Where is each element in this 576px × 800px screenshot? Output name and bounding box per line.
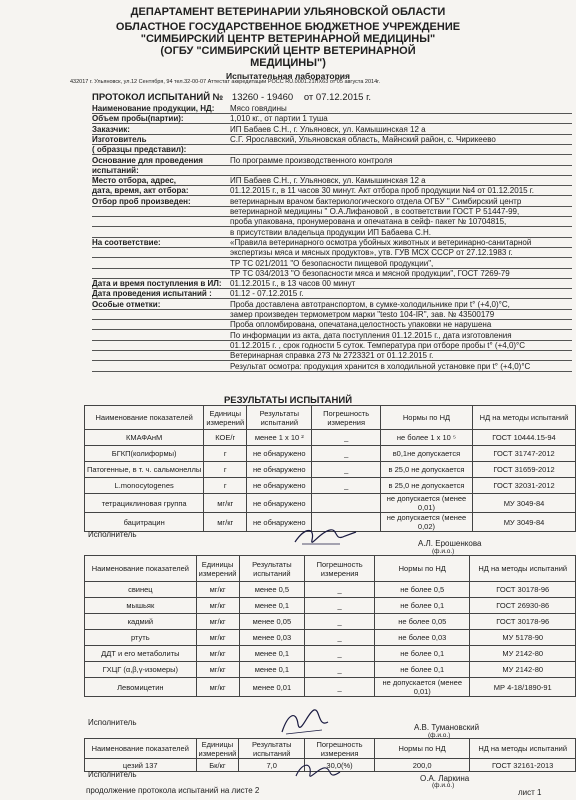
table-cell: мг/кг	[196, 582, 239, 598]
table-cell: _	[305, 678, 375, 697]
field-value: 01.12.2015 г., в 13 часов 00 минут	[230, 279, 356, 289]
field-value: ИП Бабаев С.Н., г. Ульяновск, ул. Камышинская 12 а	[230, 124, 426, 134]
table-cell: менее 0,01	[239, 678, 305, 697]
table-cell: менее 0,1	[239, 598, 305, 614]
col-error: Погрешность измерения	[312, 406, 380, 430]
table-cell: _	[305, 662, 375, 678]
table-cell: менее 0,03	[239, 630, 305, 646]
table-cell: не обнаружено	[247, 462, 312, 478]
field-label: На соответствие:	[92, 237, 161, 247]
executor-label-2: Исполнитель	[88, 718, 137, 727]
col-norm: Нормы по НД	[380, 406, 472, 430]
field-label: Заказчик:	[92, 124, 130, 134]
field-value: 01.12.2015 г., в 11 часов 30 минут. Акт отбора проб продукции №4 от 01.12.2015 г.	[230, 186, 534, 196]
table-cell: МУ 3049-84	[473, 513, 576, 532]
table-cell: менее 0,5	[239, 582, 305, 598]
table-cell: МУ 2142-80	[470, 662, 576, 678]
field-value: ветеринарным врачом бактериологического отдела ОГБУ " Симбирский центр	[230, 196, 522, 206]
table-cell: не допускается (менее 0,02)	[380, 513, 472, 532]
field-value: ИП Бабаев С.Н., г. Ульяновск, ул. Камышинская 12 а	[230, 176, 426, 186]
field-underline	[92, 371, 572, 372]
table-cell: мг/кг	[196, 662, 239, 678]
table-cell: ГОСТ 30178-96	[470, 582, 576, 598]
results-table-micro	[84, 405, 576, 532]
col-method: НД на методы испытаний	[470, 556, 576, 582]
field-label: Дата проведения испытаний :	[92, 289, 212, 299]
table-cell: бацитрацин	[85, 513, 204, 532]
table-cell: КМАФАнМ	[85, 430, 204, 446]
col-result: Результаты испытаний	[239, 556, 305, 582]
table-row	[85, 494, 576, 513]
table-cell: МУ 2142-80	[470, 646, 576, 662]
table-cell: мг/кг	[204, 494, 247, 513]
table-cell: ртуть	[85, 630, 197, 646]
table-cell: не допускается (менее 0,01)	[380, 494, 472, 513]
table-cell: ГОСТ 31747-2012	[473, 446, 576, 462]
table-cell: МР 4-18/1890-91	[470, 678, 576, 697]
col-result: Результаты испытаний	[247, 406, 312, 430]
table-cell: Патогенные, в т. ч. сальмонеллы	[85, 462, 204, 478]
protocol-heading	[92, 92, 371, 103]
table-cell: ГХЦГ (α,β,γ-изомеры)	[85, 662, 197, 678]
table-cell: не обнаружено	[247, 494, 312, 513]
field-value: проба упакована, пронумерована и опечатана в сейф- пакет № 10704815,	[230, 217, 507, 227]
table-cell: ГОСТ 10444.15-94	[473, 430, 576, 446]
table-cell: г	[204, 446, 247, 462]
institution-name: "СИМБИРСКИЙ ЦЕНТР ВЕТЕРИНАРНОЙ МЕДИЦИНЫ"	[140, 33, 436, 45]
executor-label-3: Исполнитель	[88, 770, 137, 779]
field-label: Место отбора, адрес,	[92, 176, 177, 186]
table-cell: _	[305, 630, 375, 646]
executor-signature-3	[292, 758, 348, 784]
institution-abbr: (ОГБУ "СИМБИРСКИЙ ЦЕНТР ВЕТЕРИНАРНОЙ	[160, 45, 416, 57]
institution-abbr-end: МЕДИЦИНЫ")	[250, 57, 326, 69]
table-cell: _	[305, 646, 375, 662]
col-norm: Нормы по НД	[375, 556, 470, 582]
col-name: Наименование показателей	[85, 406, 204, 430]
table-row	[85, 646, 576, 662]
field-label: дата, время, акт отбора:	[92, 186, 189, 196]
field-label: Наименование продукции, НД:	[92, 104, 215, 113]
field-label: Изготовитель	[92, 134, 147, 144]
table-cell: менее 0,05	[239, 614, 305, 630]
col-method: НД на методы испытаний	[470, 739, 576, 759]
lab-address: 432017 г. Ульяновск, ул.12 Сентября, 94 тел.32-00-07 Аттестат аккредитации РОСС RU.0001.21ПХ63 от 05 августа 2014г.	[70, 79, 381, 85]
table-cell: 7,0	[239, 759, 305, 772]
table-row	[85, 446, 576, 462]
field-value: Проба доставлена автотранспортом, в сумке-холодильнике при t° (+4,0)°С,	[230, 299, 510, 309]
table-cell: менее 0,1	[239, 662, 305, 678]
executor-fio-1: (ф.и.о.)	[432, 548, 455, 555]
table-cell: КОЕ/г	[204, 430, 247, 446]
field-value: Проба опломбирована, опечатана,целостность упаковки не нарушена	[230, 320, 492, 330]
table-cell: в0,1не допускается	[380, 446, 472, 462]
table-cell: _	[305, 598, 375, 614]
table-cell: г	[204, 462, 247, 478]
table-cell: не более 0,1	[375, 662, 470, 678]
table-cell: _	[305, 614, 375, 630]
field-value: Результат осмотра: продукция хранится в холодильной установке при t° (+4,0)°С	[230, 361, 531, 371]
field-value: Мясо говядины	[230, 104, 287, 113]
table-cell: не обнаружено	[247, 446, 312, 462]
col-name: Наименование показателей	[85, 739, 197, 759]
table-cell: _	[312, 430, 380, 446]
table-cell: _	[312, 446, 380, 462]
table-row	[85, 478, 576, 494]
field-underline	[92, 165, 572, 166]
col-units: Единицы измерений	[204, 406, 247, 430]
table-cell: не более 0,1	[375, 598, 470, 614]
table-cell: МУ 5178-90	[470, 630, 576, 646]
field-value: в присутствии владельца продукции ИП Бабаева С.Н.	[230, 227, 432, 237]
table-row	[85, 462, 576, 478]
field-value: замер произведен термометром марки "testo 104-IR", зав. № 43500179	[230, 310, 495, 319]
table-cell: свинец	[85, 582, 197, 598]
executor-name-2: А.В. Тумановский	[414, 723, 480, 732]
table-cell: не более 0,03	[375, 630, 470, 646]
table-cell: не допускается (менее 0,01)	[375, 678, 470, 697]
field-label: Дата и время поступления в ИЛ:	[92, 279, 222, 289]
field-value: Ветеринарная справка 273 № 2723321 от 01.12.2015 г.	[230, 351, 434, 361]
table-row	[85, 678, 576, 697]
table-cell: менее 1 х 10 ²	[247, 430, 312, 446]
field-label: Отбор проб произведен:	[92, 196, 191, 206]
table-cell: L.monocytogenes	[85, 478, 204, 494]
col-error: Погрешность измерения	[305, 556, 375, 582]
results-table-chem	[84, 555, 576, 697]
table-cell: _	[312, 462, 380, 478]
table-cell: мг/кг	[196, 678, 239, 697]
department-title: ДЕПАРТАМЕНТ ВЕТЕРИНАРИИ УЛЬЯНОВСКОЙ ОБЛАСТИ	[130, 6, 446, 18]
table-header-row	[85, 556, 576, 582]
field-value: ТР ТС 034/2013 "О безопасности мяса и мясной продукции", ГОСТ 7269-79	[230, 268, 510, 278]
executor-label-1: Исполнитель	[88, 530, 137, 539]
table-cell: МУ 3049-84	[473, 494, 576, 513]
field-value: С.Г. Ярославский, Ульяновская область, Майнский район, с. Чирикеево	[230, 134, 496, 144]
table-cell: мг/кг	[196, 646, 239, 662]
col-error: Погрешность измерения	[305, 739, 375, 759]
col-norm: Нормы по НД	[374, 739, 469, 759]
table-row	[85, 582, 576, 598]
table-header-row	[85, 406, 576, 430]
table-row	[85, 598, 576, 614]
protocol-number: 13260 - 19460	[231, 92, 294, 103]
table-cell: ГОСТ 32031-2012	[473, 478, 576, 494]
table-cell: цезий 137	[85, 759, 197, 772]
col-units: Единицы измерений	[196, 556, 239, 582]
sheet-number: лист 1	[518, 788, 542, 797]
table-row	[85, 630, 576, 646]
table-row	[85, 662, 576, 678]
table-cell: менее 0,1	[239, 646, 305, 662]
executor-signature-1	[290, 522, 360, 550]
table-cell: не более 0,05	[375, 614, 470, 630]
table-cell: мышьяк	[85, 598, 197, 614]
field-value: По информации из акта, дата поступления 01.12.2015 г., дата изготовления	[230, 330, 512, 340]
field-value: 01.12 - 07.12.2015 г.	[230, 289, 304, 299]
field-label: испытаний:	[92, 165, 139, 175]
field-label: ( образцы представил):	[92, 145, 187, 155]
col-method: НД на методы испытаний	[473, 406, 576, 430]
lab-title: Испытательная лаборатория	[226, 71, 350, 81]
table-cell: тетрациклиновая группа	[85, 494, 204, 513]
table-cell: кадмий	[85, 614, 197, 630]
table-cell: Левомицетин	[85, 678, 197, 697]
table-cell: Бк/кг	[196, 759, 239, 772]
field-value: ветеринарной медицины " О.А.Лифановой , в соответствии ГОСТ Р 51447-99,	[230, 207, 520, 216]
table-cell: 200,0	[374, 759, 469, 772]
protocol-title: ПРОТОКОЛ ИСПЫТАНИЙ №	[92, 92, 224, 103]
table-cell: в 25,0 не допускается	[380, 478, 472, 494]
executor-name-1: А.Л. Ерошенкова	[418, 539, 482, 548]
field-label: Особые отметки:	[92, 299, 161, 309]
continuation-note: продолжение протокола испытаний на листе 2	[86, 786, 260, 795]
table-cell: мг/кг	[196, 598, 239, 614]
field-value: ТР ТС 021/2011 "О безопасности пищевой продукции",	[230, 258, 434, 268]
field-value: 01.12.2015 г. , срок годности 5 суток. Температура при отборе пробы t° (+4,0)°С	[230, 340, 526, 350]
table-cell: мг/кг	[196, 614, 239, 630]
institution-title: ОБЛАСТНОЕ ГОСУДАРСТВЕННОЕ БЮДЖЕТНОЕ УЧРЕЖДЕНИЕ	[115, 21, 461, 33]
table-cell: _	[312, 478, 380, 494]
table-row	[85, 430, 576, 446]
table-cell: не более 0,5	[375, 582, 470, 598]
executor-fio-3: (ф.и.о.)	[432, 782, 455, 789]
executor-name-3: О.А. Ларкина	[420, 774, 470, 783]
field-value: «Правила ветеринарного осмотра убойных животных и ветеринарно-санитарной	[230, 237, 532, 247]
table-cell: г	[204, 478, 247, 494]
table-cell: _	[305, 582, 375, 598]
table-header-row	[85, 739, 576, 759]
table-cell: не обнаружено	[247, 478, 312, 494]
table-cell: в 25,0 не допускается	[380, 462, 472, 478]
table-cell: не более 1 х 10 ⁵	[380, 430, 472, 446]
field-value: экспертизы мяса и мясных продуктов», утв. ГУВ МСХ СССР от 27.12.1983 г.	[230, 248, 513, 258]
col-units: Единицы измерений	[196, 739, 239, 759]
table-cell: ГОСТ 26930-86	[470, 598, 576, 614]
executor-signature-2	[278, 706, 338, 738]
field-label: Объем пробы(партии):	[92, 114, 184, 124]
table-cell: ГОСТ 31659-2012	[473, 462, 576, 478]
table-cell: ДДТ и его метаболиты	[85, 646, 197, 662]
field-label: Основание для проведения	[92, 155, 203, 165]
col-result: Результаты испытаний	[239, 739, 305, 759]
table-cell: ГОСТ 32161-2013	[470, 759, 576, 772]
table-cell: БГКП(колиформы)	[85, 446, 204, 462]
table-cell: не более 0,1	[375, 646, 470, 662]
col-name: Наименование показателей	[85, 556, 197, 582]
table-cell: мг/кг	[196, 630, 239, 646]
protocol-date: от 07.12.2015 г.	[303, 92, 372, 103]
table-row	[85, 614, 576, 630]
table-cell: 30,0(%)	[305, 759, 375, 772]
table-cell	[312, 494, 380, 513]
results-title: РЕЗУЛЬТАТЫ ИСПЫТАНИЙ	[223, 395, 353, 406]
field-value: 1,010 кг., от партии 1 туша	[230, 114, 328, 124]
executor-fio-2: (ф.и.о.)	[428, 732, 451, 739]
table-cell: не обнаружено	[247, 513, 312, 532]
field-value: По программе производственного контроля	[230, 155, 393, 165]
table-cell: ГОСТ 30178-96	[470, 614, 576, 630]
table-cell: мг/кг	[204, 513, 247, 532]
